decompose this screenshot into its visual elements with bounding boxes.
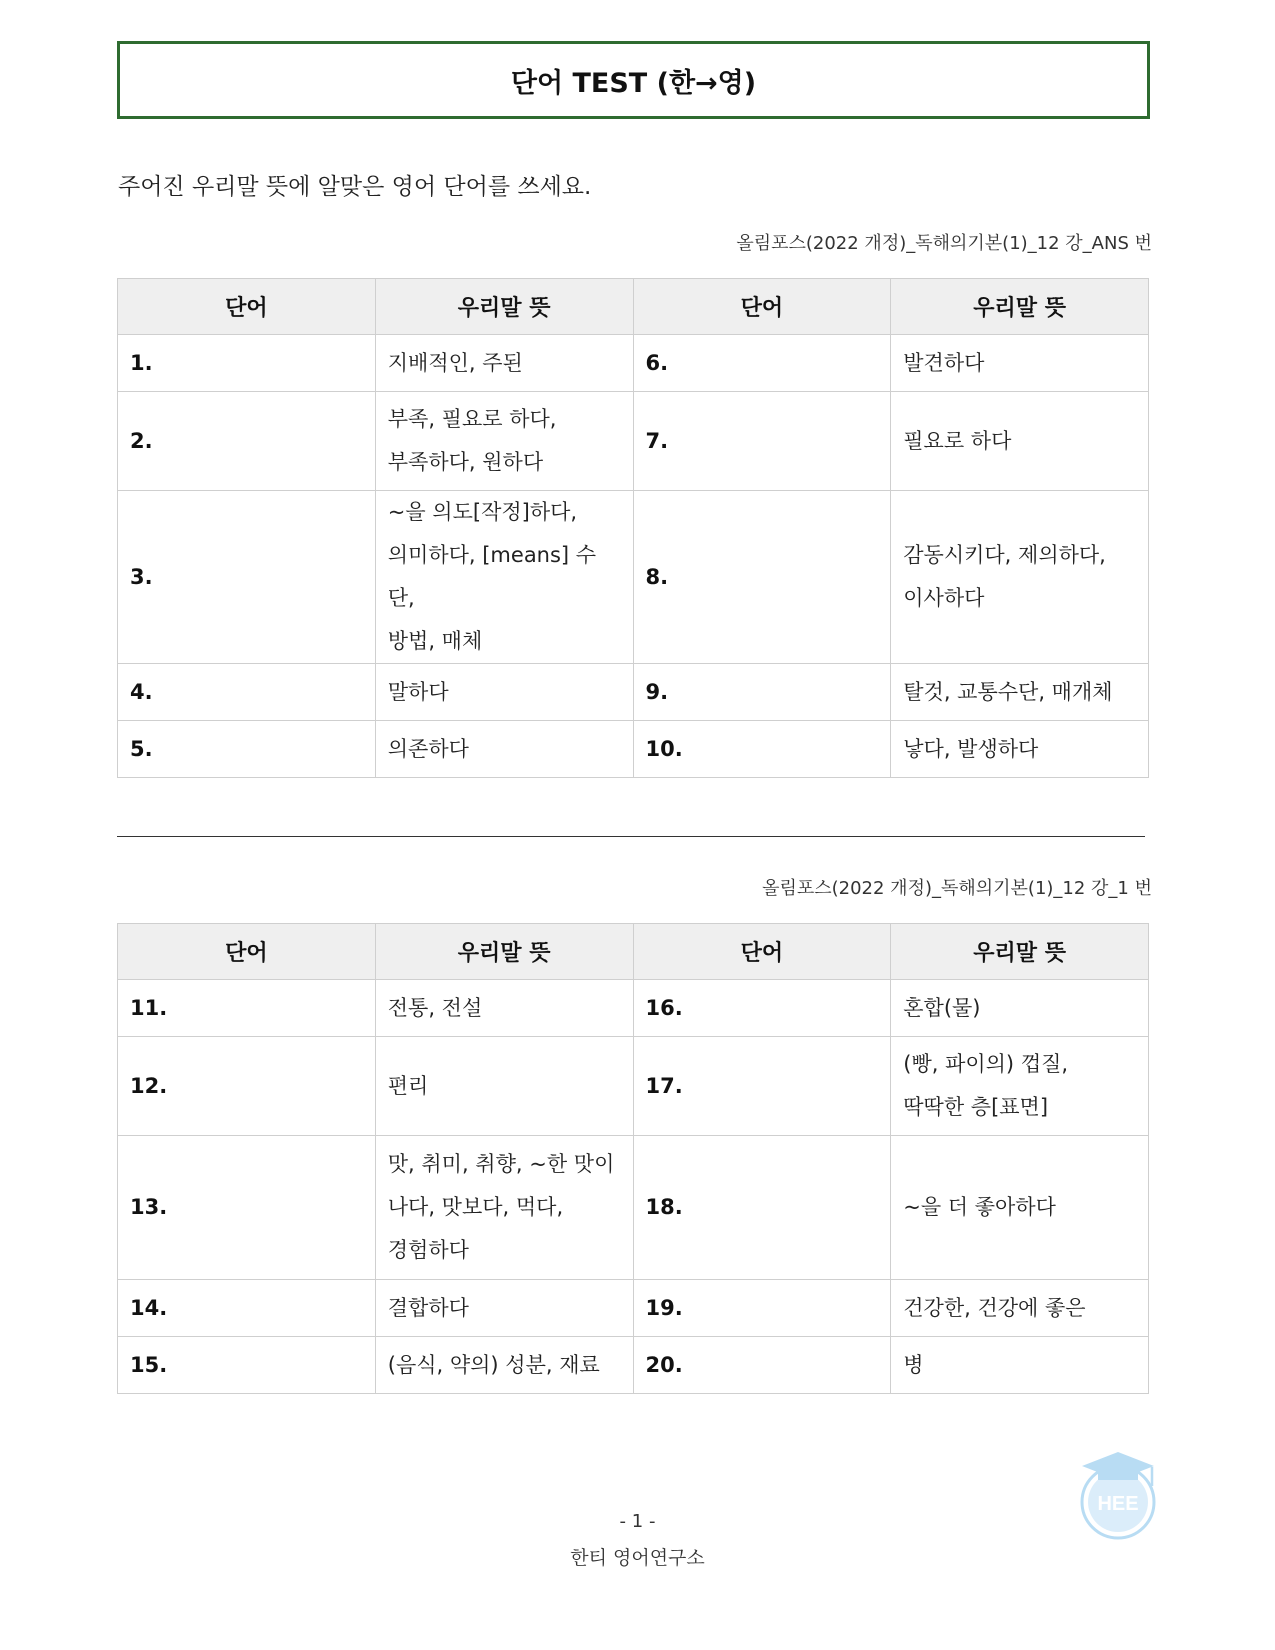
table-row (118, 1037, 1149, 1136)
header-word: 단어 (118, 924, 376, 980)
item-meaning: 필요로 하다 (891, 392, 1149, 491)
item-number: 8. (633, 491, 891, 664)
page-number: - 1 - (619, 1511, 656, 1532)
footer-publisher: 한티 영어연구소 (570, 1547, 705, 1569)
table-row (118, 392, 1149, 491)
item-number: 6. (633, 335, 891, 392)
item-number: 13. (118, 1136, 376, 1280)
vocab-table-1 (117, 278, 1149, 778)
item-number: 17. (633, 1037, 891, 1136)
item-meaning: 건강한, 건강에 좋은 (891, 1280, 1149, 1337)
table-row (118, 491, 1149, 664)
item-meaning: 발견하다 (891, 335, 1149, 392)
vocab-table-2 (117, 923, 1149, 1394)
item-meaning: (음식, 약의) 성분, 재료 (375, 1337, 633, 1394)
item-meaning: 전통, 전설 (375, 980, 633, 1037)
logo-text: HEE (1097, 1493, 1139, 1515)
hee-logo-watermark (1068, 1446, 1168, 1546)
item-number: 2. (118, 392, 376, 491)
item-number: 15. (118, 1337, 376, 1394)
header-word: 단어 (633, 924, 891, 980)
header-word: 단어 (633, 279, 891, 335)
item-number: 10. (633, 721, 891, 778)
item-meaning: 병 (891, 1337, 1149, 1394)
section-source: 올림포스(2022 개정)_독해의기본(1)_12 강_ANS 번 (736, 233, 1152, 254)
header-meaning: 우리말 뜻 (375, 924, 633, 980)
item-meaning: 맛, 취미, 취향, ~한 맛이 나다, 맛보다, 먹다, 경험하다 (375, 1136, 633, 1280)
item-number: 7. (633, 392, 891, 491)
item-number: 12. (118, 1037, 376, 1136)
section-source: 올림포스(2022 개정)_독해의기본(1)_12 강_1 번 (762, 878, 1152, 899)
header-meaning: 우리말 뜻 (375, 279, 633, 335)
item-meaning: 편리 (375, 1037, 633, 1136)
item-meaning: 혼합(물) (891, 980, 1149, 1037)
item-number: 14. (118, 1280, 376, 1337)
item-meaning: ~을 의도[작정]하다, 의미하다, [means] 수단, 방법, 매체 (375, 491, 633, 664)
item-meaning: 의존하다 (375, 721, 633, 778)
table-row (118, 1337, 1149, 1394)
table-row (118, 1136, 1149, 1280)
instruction-text: 주어진 우리말 뜻에 알맞은 영어 단어를 쓰세요. (118, 174, 592, 200)
item-number: 5. (118, 721, 376, 778)
item-meaning: 탈것, 교통수단, 매개체 (891, 664, 1149, 721)
table-row (118, 664, 1149, 721)
section-divider (117, 836, 1145, 837)
item-number: 9. (633, 664, 891, 721)
item-number: 4. (118, 664, 376, 721)
item-meaning: 지배적인, 주된 (375, 335, 633, 392)
item-meaning: 결합하다 (375, 1280, 633, 1337)
header-word: 단어 (118, 279, 376, 335)
item-meaning: 낳다, 발생하다 (891, 721, 1149, 778)
header-meaning: 우리말 뜻 (891, 924, 1149, 980)
item-number: 18. (633, 1136, 891, 1280)
item-meaning: 감동시키다, 제의하다, 이사하다 (891, 491, 1149, 664)
item-number: 19. (633, 1280, 891, 1337)
item-number: 11. (118, 980, 376, 1037)
table-row (118, 1280, 1149, 1337)
header-meaning: 우리말 뜻 (891, 279, 1149, 335)
item-meaning: (빵, 파이의) 껍질, 딱딱한 층[표면] (891, 1037, 1149, 1136)
item-meaning: 말하다 (375, 664, 633, 721)
page-title: 단어 TEST (한→영) (117, 41, 1150, 119)
item-meaning: ~을 더 좋아하다 (891, 1136, 1149, 1280)
item-number: 3. (118, 491, 376, 664)
item-number: 1. (118, 335, 376, 392)
item-number: 16. (633, 980, 891, 1037)
item-meaning: 부족, 필요로 하다, 부족하다, 원하다 (375, 392, 633, 491)
item-number: 20. (633, 1337, 891, 1394)
table-row (118, 335, 1149, 392)
table-row (118, 721, 1149, 778)
table-row (118, 980, 1149, 1037)
